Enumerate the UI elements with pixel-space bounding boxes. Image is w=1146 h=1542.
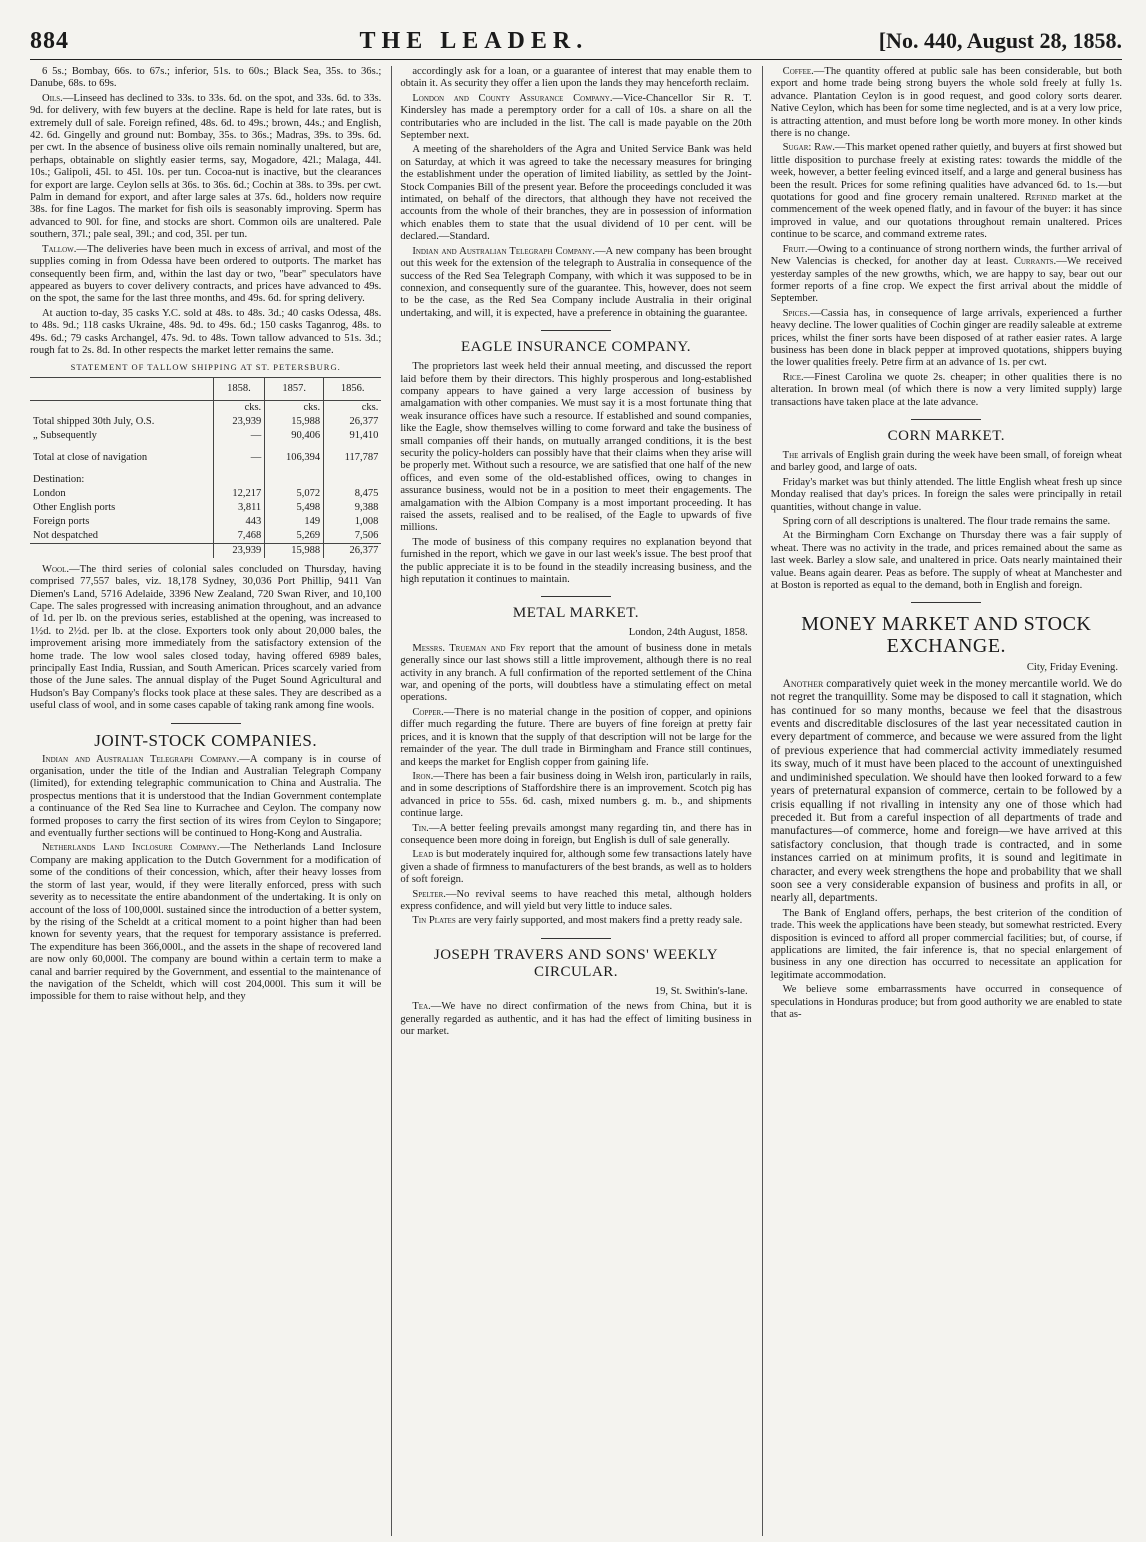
london-county-paragraph — [400, 93, 751, 143]
table-cell — [265, 473, 324, 487]
section-lead: Sugar: Raw. — [782, 142, 835, 154]
section-heading: CORN MARKET. — [887, 427, 1006, 444]
table-cell: 23,939 — [213, 415, 264, 429]
section-lead: Netherlands Land Inclosure Company. — [42, 842, 220, 854]
table-cell: „ Subsequently — [33, 429, 97, 441]
copper-paragraph — [400, 707, 751, 769]
paragraph-text: —Linseed has declined to 33s. to 33s. 6d. on the spot, and 33s. 6d. to 33s. 9d. for delivery, with few buyers at the decline. Rape is held for late rates, but is extremely dull of sale. Foreign refined, 48s. 6d. to 49s.; brown, 44s.; and English, 42. 6d. Gingelly and ground nut: Bombay, 35s. to 36s.; Madras, 39s. to 39s. 6d. per cwt. In the absence of business olive oils remain nominally unaltered, but are, perhaps, obtainable on slightly easier terms, say, Mogadore, 42l.; Malaga, 44l. 10s.; Galipoli, 45l. to 45l. 10s. per tun. Cocoa-nut is inactive, but the clearances for export are large. Ceylon sells at 36s. to 36s. 6d.; Cochin at 38s. to 39s. per cwt. Palm in demand for export, and after large sales at 37s. 6d., holders now require 38s. for fine Lagos. The market for fish oils is seasonably improving. Sperm has advanced to 90l. for fine, and stocks are short. Common oils are unaltered. Pale southern, 37l.; pale seal, 39l.; and cod, 35l. per tun. — [30, 92, 382, 241]
paragraph-text: —This market opened rather quietly, and buyers at first showed but little disposition to purchase freely at existing rates: towards the middle of the week, however, a better feeling evinced itself, and a large and general business has been the result. Prices for some refining qualities have advanced 6d. to 1s.—but quotations for good and fine grocery remain unaltered. — [770, 142, 1122, 204]
spices-paragraph — [771, 308, 1122, 370]
paragraph-text: —Owing to a continuance of strong northern winds, the further arrival of New Valencias is checked, for another day at least. — [770, 243, 1122, 268]
section-heading: JOSEPH TRAVERS AND SONS' WEEKLY CIRCULAR. — [433, 946, 719, 980]
table-cell: Destination: — [33, 473, 85, 485]
masthead — [30, 28, 1122, 60]
coffee-paragraph — [771, 66, 1122, 140]
section-lead: Coffee. — [782, 66, 814, 77]
tea-paragraph — [400, 1001, 751, 1038]
tin-paragraph — [400, 823, 751, 848]
section-heading: EAGLE INSURANCE COMPANY. — [461, 339, 691, 356]
divider — [911, 419, 981, 420]
table-cell: Other English ports — [33, 501, 116, 513]
paragraph-text: are very fairly supported, and most makers find a pretty ready sale. — [455, 915, 743, 927]
divider — [541, 596, 611, 597]
section-lead: Oils. — [42, 92, 63, 104]
table-header — [30, 377, 213, 400]
table-cell: Total at close of navigation — [33, 451, 148, 463]
section-lead: Indian and Australian Telegraph Company. — [42, 753, 240, 765]
paragraph-text: —A new company has been brought out this week for the extension of the telegraph to Australia in consequence of the success of the Red Sea Telegraph Company, with which it was supposed to be in connexion, and consequently sure of the guarantee. This, however, does not seem to be the case, as the Red Sea Company include Australia in their original undertaking, and will, it is expected, have a preference in obtaining the guarantee. — [400, 245, 752, 319]
eagle-paragraph: The proprietors last week held their annual meeting, and discussed the report laid before them by their directors. This highly prosperous and long-established company appears to have gained a very large accession of business by amalgamation with other companies. We must say it is a most fortunate thing that weak insurance offices have such a resource. If established and sound companies, like the Eagle, show themselves willing to come forward and take the business of small companies off their hands, on mutually arranged conditions, it is the best security the policy-holders can possibly have that their claims when they arise will be properly met. Without such a resource, we are satisfied that one half of the new offices, and even some of the old-established offices, owing to changes in assurance business, would not be in a position to meet their engagements. The amalgamation with the Albion Company is a most important proceeding. It has raised the assets, realised and to be realised, of the Eagle to upwards of five millions. — [400, 361, 752, 534]
table-row — [30, 429, 381, 443]
table-cell: London — [33, 487, 66, 499]
table-cell: cks. — [324, 400, 382, 415]
agra-paragraph: A meeting of the shareholders of the Agra and United Service Bank was held on Saturday, at which it was agreed to take the necessary measures for bringing the establishment under the operation of limited liability, as settled by the Joint-Stock Companies Bill of the present year. Before the proceedings concluded it was intimated, on behalf of the directors, that although they have not received the accounts from the whole of their branches, they are in possession of information which enables them to state that the usual dividend of 10 per cent. will be declared.—Standard. — [400, 144, 752, 243]
table-cell: 23,939 — [213, 543, 264, 558]
paragraph-text: —The deliveries have been much in excess of arrival, and most of the supplies coming in from Odessa have been ordered to outports. The market has consequently been firm, and, within the last day or two, "bear" speculators have appeared as buyers to cover delivery contracts, and prices have advanced to 49s. on the spot, the same for the last three months, and 49s. 6d. for spring delivery. — [30, 243, 382, 305]
divider — [541, 330, 611, 331]
paragraph-text: —There has been a fair business doing in Welsh iron, particularly in rails, and in some descriptions of Staffordshire there is an improvement. Scotch pig has advanced in price to 55s. 6d. cash, mixed numbers g. m. b., and shipments continue large. — [400, 770, 752, 820]
section-heading: METAL MARKET. — [512, 605, 640, 622]
section-lead: Tallow. — [42, 243, 77, 255]
table-cell: 5,072 — [265, 487, 324, 501]
table-cell: cks. — [213, 400, 264, 415]
table-cell — [324, 473, 382, 487]
table-cell: 3,811 — [213, 501, 264, 515]
corn-paragraph: Spring corn of all descriptions is unaltered. The flour trade remains the same. — [782, 516, 1111, 527]
paragraph-text: —A company is in course of organisation, under the title of the Indian and Australian Telegraph Company (limited), for extending telegraphic communication to China and Australia. The prospectus mentions that it is understood that the Indian Government contemplate a continuance of the Red Sea line to Kurrachee and Ceylon. The company now formed proposes to carry the first section of its wires from Ceylon to Singapore; and eventually further sections will be continued to Hong-Kong and Australia. — [30, 753, 382, 840]
paragraph-text: —There is no material change in the position of copper, and opinions differ much regarding the future. There are buyers of fine foreign at pretty fair prices, and it is known that the supply of that description will not be large for the remainder of the year. The dull trade in Birmingham and France still continues, and keeps the market for English copper from gaining life. — [400, 706, 752, 768]
paragraph-text: —Vice-Chancellor Sir R. T. Kindersley has made a peremptory order for a call of 10s. a share on all the contributaries who are included in the list. The call is made payable on the 20th September next. — [400, 92, 752, 142]
table-row — [30, 529, 381, 544]
spelter-paragraph — [400, 889, 751, 914]
table-header: 1857. — [265, 377, 324, 400]
table-cell: 1,008 — [324, 515, 382, 529]
paragraph-text: report that the amount of business done in metals generally since our last shows still a little improvement, although there is no real activity in any branch. A full confirmation of the reported settlement of the China war, and opening of the ports, will doubtless have a stimulating effect on metal operations. — [400, 642, 752, 704]
newspaper-title: THE LEADER. — [359, 28, 589, 54]
table-cell: — — [213, 451, 264, 465]
paragraph-text: —Cassia has, in consequence of large arrivals, experienced a further heavy decline. The lower qualities of Cochin ginger are readily saleable at extreme prices, whilst the finer sorts have been disposed of at rather easier rates. A large business has been done in black pepper at improved quotations, shippers buying the lower qualities freely. Petre firm at an advance of 1s. per cwt. — [770, 307, 1122, 369]
table-header: 1858. — [213, 377, 264, 400]
table-total-row — [30, 543, 381, 558]
eagle-paragraph: The mode of business of this company requires no explanation beyond that furnished in the report, which we gave in our last week's issue. The best proof that the public appreciate it is to be found in the steadily increasing business, and the high reputation it continues to maintain. — [400, 536, 752, 586]
table-cell: 15,988 — [265, 543, 324, 558]
table-cell: — — [213, 429, 264, 443]
table-cell: 91,410 — [324, 429, 382, 443]
divider — [541, 938, 611, 939]
table-cell — [30, 543, 213, 558]
paragraph-text: —We received yesterday samples of the new growths, which, we are happy to say, bear out our former reports of a fine crop. We expect the first arrival about the middle of September. — [770, 256, 1122, 305]
table-row — [30, 487, 381, 501]
oils-paragraph — [30, 93, 381, 242]
money-paragraph — [771, 678, 1122, 906]
table-cell: 26,377 — [324, 543, 382, 558]
rice-paragraph — [771, 372, 1122, 409]
table-cell — [213, 473, 264, 487]
corn-paragraph — [771, 450, 1122, 475]
section-lead: Messrs. Trueman and Fry — [412, 642, 526, 654]
tin-plates-paragraph — [400, 915, 751, 927]
paragraph-text: —We have no direct confirmation of the news from China, but it is generally regarded as authentic, and it has had the effect of limiting business in our market. — [400, 1001, 752, 1037]
columns — [30, 66, 1122, 1536]
table-cell: 5,498 — [265, 501, 324, 515]
section-lead: Another — [782, 677, 824, 690]
wool-paragraph — [30, 564, 381, 713]
divider — [171, 723, 241, 724]
corn-paragraph: At the Birmingham Corn Exchange on Thursday there was a fair supply of wheat. There was no activity in the trade, and prices remained about the same as last week. Barley a slow sale, and unaltered in price. Oats nearly maintained their value. Beans again dearer. Peas as before. The supply of wheat at Manchester and at Boston is reported as equal to the demand, both in English and foreign. — [770, 530, 1122, 592]
table-cell: 8,475 — [324, 487, 382, 501]
section-lead: The — [782, 449, 799, 461]
section-lead: Tea. — [412, 1001, 431, 1013]
netherlands-paragraph — [30, 842, 381, 1003]
paragraph-text: —The quantity offered at public sale has been considerable, but both export and home trade being strong buyers the whole sold freely at fully 1s. advance. Plantation Ceylon is in good request, and good colory sorts dearer. Native Ceylon, which has been for some time neglected, and is at a very low price, is attracting attention, and must before long be worth more money. In other kinds there is no change. — [770, 66, 1122, 140]
paragraph-text: —The Netherlands Land Inclosure Company are making application to the Dutch Government for a modification of some of the conditions of their concession, which, after their heavy losses from the storm of last year, would, if they were literally enforced, press with such severity as to necessitate the entire abandonment of the undertaking. It is only on account of the loss of 100,000l. sustained since the introduction of a better system, by the rising of the Scheldt at a critical moment to a point higher than had been known for seventy years, that the request for temporary assistance is preferred. The expenditure has been 366,000l., and the assets in the shape of recovered land are now only 60,000l. The company are bound within a certain term to make a canal and barrier required by the Government, and essential to the maintenance of the navigation of the Scheldt, which will cost 204,000l. This sum it will be impossible for them to raise without help, and they — [30, 842, 382, 1003]
column-3 — [762, 66, 1122, 1536]
table-row — [30, 400, 381, 415]
section-lead: Spelter. — [412, 888, 446, 900]
table-cell: 12,217 — [213, 487, 264, 501]
money-paragraph: The Bank of England offers, perhaps, the best criterion of the condition of trade. This week the applications have been steady, but somewhat restricted. Every disposition is evinced to afford all proper commercial facilities; but, of course, if applications are limited, the fair inference is, that no special enlargement of business in any one direction has occurred to necessitate an application for legitimate accommodation. — [770, 907, 1122, 981]
paragraph-text: market at the commencement of the week opened flatly, and in favour of the buyer: it has since improved in value, and our quotations throughout remain unaltered. Prices continue to be scarce, and command extreme rates. — [770, 192, 1122, 241]
auction-paragraph: At auction to-day, 35 casks Y.C. sold at 48s. to 48s. 3d.; 40 casks Odessa, 48s. to 48s. 9d.; 118 casks Ukraine, 48s. 9d. to 49s. 6d.; 150 casks Taganrog, 48s. to 49s. 6d.; 79 casks Archangel, 47s. 9d. to 48s. Town tallow advanced to 51s. 3d.; rough fat to 2s. 8d. In other respects the market letter remains the same. — [30, 307, 382, 356]
section-lead: Spices. — [782, 307, 811, 319]
iron-paragraph — [400, 771, 751, 821]
table-cell: Not despatched — [33, 529, 99, 541]
sugar-paragraph — [771, 142, 1122, 241]
section-lead: Lead — [412, 849, 434, 861]
fruit-paragraph — [771, 244, 1122, 306]
section-lead: London and County Assurance Company. — [412, 92, 613, 104]
table-cell: 7,468 — [213, 529, 264, 544]
page-number: 884 — [30, 28, 69, 54]
table-cell: Total shipped 30th July, O.S. — [33, 415, 155, 427]
paragraph: accordingly ask for a loan, or a guarantee of interest that may enable them to obtain it. As security they offer a lien upon the lands they may henceforth reclaim. — [400, 66, 752, 90]
table-cell: Foreign ports — [33, 515, 90, 527]
section-lead: Refined — [1024, 192, 1057, 204]
table-cell: 5,269 — [265, 529, 324, 544]
paragraph-text: —The third series of colonial sales concluded on Thursday, having comprised 77,557 bales, viz. 18,178 Sydney, 30,036 Port Phillip, 9411 Van Diemen's Land, 5716 Adelaide, 3396 New Zealand, 720 Swan River, and 10,100 Cape. The sales progressed with increasing animation throughout, and an advance of 1d. per lb. on the previous series, established at the opening, was increased to 1½d. to 2½d. per lb. at the close. Exporters took only about 20,000 bales, the improvement arising more immediately from the satisfactory extension of the home trade. The low wool sales closed today, having offered 6989 bales, principally East India, Russian, and South American. Prices scarcely varied from those of the June sales. The annual display of the Puget Sound Agricultural and Hudson's Bay Company's flocks took place at these sales. They are described as a useful class of wool, and in some cases capable of taking rank among fine wools. — [30, 563, 382, 712]
metal-paragraph — [400, 643, 751, 705]
table-row — [30, 515, 381, 529]
column-1 — [30, 66, 381, 1536]
table-cell: 117,787 — [324, 451, 382, 465]
section-lead: Currants. — [1013, 256, 1057, 268]
divider — [911, 602, 981, 603]
section-heading: JOINT-STOCK COMPANIES. — [94, 730, 318, 750]
section-heading: MONEY MARKET AND STOCK EXCHANGE. — [801, 613, 1092, 658]
paragraph-text: comparatively quiet week in the money mercantile world. We do not regret the tranquillity. Some may be disposed to call it stagnation, which has continued for so many months, because we feel that the disastrous events and discreditable disclosures of the last year necessitated caution in every department of commerce, and because we were assured from the light of previous experience that had commercial activity immediately resumed its sway, much of it must have been placed to the account of unextinguished and undiminished speculation. We should have then looked forward to a few years of preternatural expansion of commerce, certain to be followed by a crisis equalling if not rivalling in intensity any one of those which had preceded it. But from a careful inspection of all departments of trade and manufactures—of commerce, home and foreign—we have arrived at this satisfactory conclusion, that though trade is contracted, and in some instances carried on at minimum profits, it is sound and legitimate in character, and every week strengthens the hope and probability that we shall soon see a very considerable expansion of business and profits in all, or nearly all, departments. — [770, 677, 1122, 905]
paragraph-text: —Finest Carolina we quote 2s. cheaper; in other qualities there is no alteration. In brown meal (of which there is now a very limited supply) large transactions have taken place at the late advance. — [770, 371, 1122, 408]
paragraph-text: arrivals of English grain during the week have been small, of foreign wheat and barley good, and large of oats. — [770, 449, 1122, 474]
paragraph-text: —No revival seems to have reached this metal, although holders express confidence, and will yield but very little to induce sales. — [400, 888, 752, 912]
table-cell: 7,506 — [324, 529, 382, 544]
table-cell: 90,406 — [265, 429, 324, 443]
dateline: 19, St. Swithin's-lane. — [654, 985, 748, 997]
tallow-paragraph — [30, 244, 381, 306]
issue-date: [No. 440, August 28, 1858. — [878, 28, 1122, 53]
table-row — [30, 415, 381, 429]
table-row — [30, 473, 381, 487]
dateline: City, Friday Evening. — [1026, 662, 1118, 674]
section-lead: Fruit. — [782, 243, 808, 255]
money-paragraph: We believe some embarrassments have occurred in consequence of speculations in Honduras produce; but from good authority we are enabled to state that as- — [770, 984, 1122, 1020]
paragraph-text: is but moderately inquired for, although some few transactions lately have given a shade of firmness to manufacturers of the best brands, as well as to holders of soft foreign. — [400, 849, 752, 886]
tallow-table — [30, 377, 381, 558]
table-row — [30, 501, 381, 515]
table-cell: 9,388 — [324, 501, 382, 515]
table-cell: 15,988 — [265, 415, 324, 429]
table-row — [30, 451, 381, 465]
table-cell: 149 — [265, 515, 324, 529]
section-lead: Wool. — [42, 563, 70, 575]
table-cell — [30, 400, 213, 415]
paragraph: 6 5s.; Bombay, 66s. to 67s.; inferior, 51s. to 60s.; Black Sea, 35s. to 36s.; Danube, 68s. to 69s. — [30, 66, 382, 90]
section-lead: Copper. — [412, 706, 444, 718]
column-2 — [391, 66, 751, 1536]
section-lead: Tin Plates — [412, 915, 456, 927]
corn-paragraph: Friday's market was but thinly attended. The little English wheat fresh up since Monday realised that day's prices. In foreign the sales were principally in retail quantities, without change in value. — [770, 476, 1122, 513]
section-lead: Indian and Australian Telegraph Company. — [412, 245, 595, 257]
paragraph-text: —A better feeling prevails amongst many regarding tin, and there has in consequence been more doing in foreign, but English is dull of sale generally. — [400, 822, 752, 846]
telegraph-paragraph — [400, 246, 751, 320]
section-lead: Tin. — [412, 822, 429, 834]
table-cell: cks. — [265, 400, 324, 415]
table-cell: 26,377 — [324, 415, 382, 429]
lead-paragraph — [400, 849, 751, 886]
table-caption: STATEMENT OF TALLOW SHIPPING AT ST. PETERSBURG. — [70, 362, 341, 373]
table-cell: 106,394 — [265, 451, 324, 465]
section-lead: Iron. — [412, 770, 434, 782]
dateline: London, 24th August, 1858. — [628, 627, 748, 639]
table-cell: 443 — [213, 515, 264, 529]
indian-telegraph-paragraph — [30, 754, 381, 841]
section-lead: Rice. — [782, 371, 804, 383]
table-header: 1856. — [324, 377, 382, 400]
